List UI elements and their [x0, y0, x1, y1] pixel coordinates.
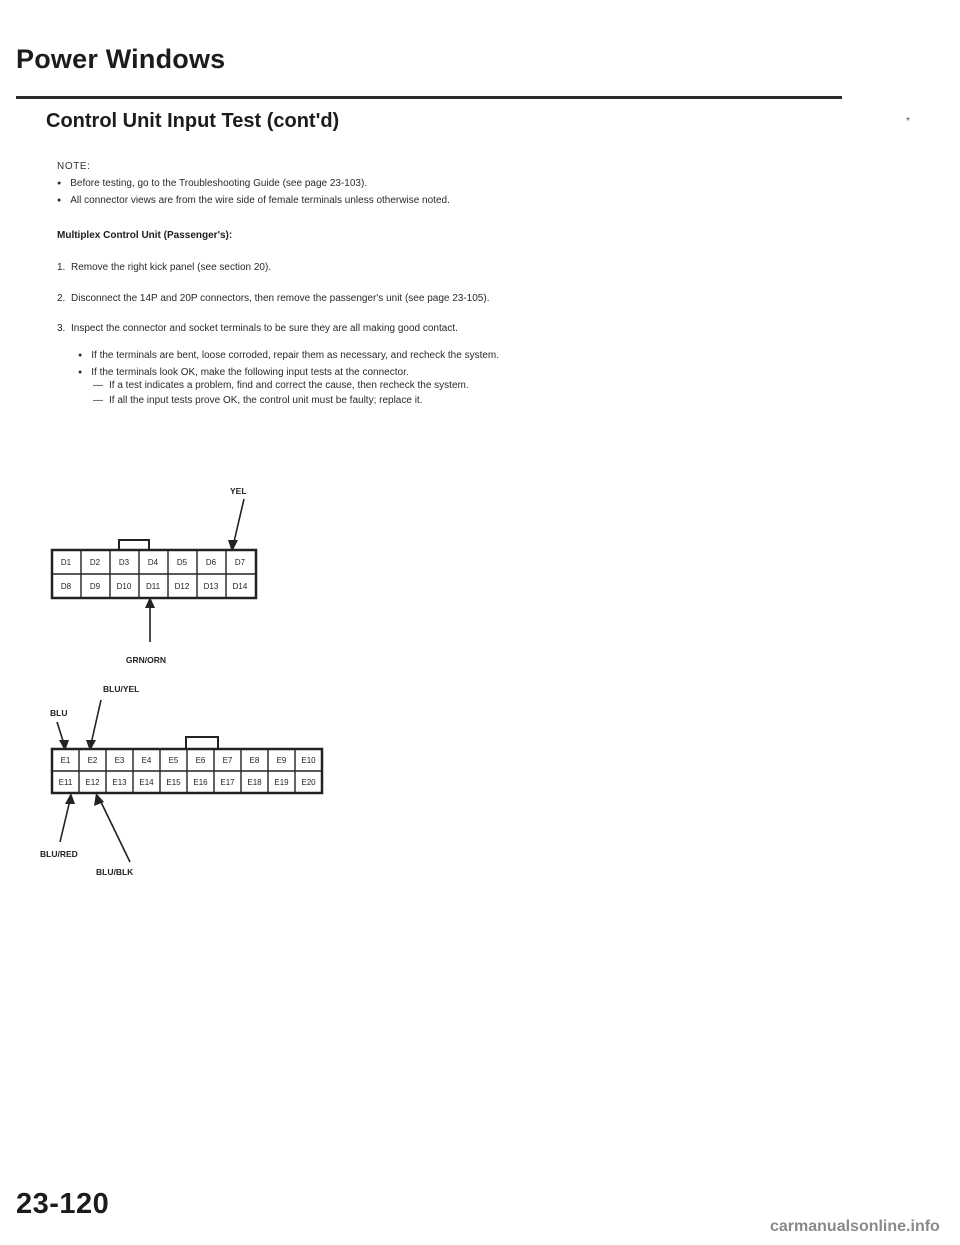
note-item: ● Before testing, go to the Troubleshooting Guide (see page 23-103). — [57, 176, 450, 193]
subheading: Multiplex Control Unit (Passenger's): — [57, 230, 233, 241]
watermark: carmanualsonline.info — [770, 1218, 940, 1235]
inspection-list — [78, 348, 499, 382]
wire-leader — [91, 700, 101, 744]
wire-leader — [100, 800, 130, 862]
section-title: Control Unit Input Test (cont'd) — [46, 110, 340, 132]
pin-d1: D1 — [60, 558, 72, 567]
pin-e20: E20 — [301, 778, 316, 787]
pin-d10: D10 — [116, 582, 132, 591]
page-number: 23-120 — [16, 1188, 110, 1220]
wire-label-yel: YEL — [230, 486, 247, 496]
step-2 — [57, 293, 489, 304]
pin-e18: E18 — [247, 778, 262, 787]
pin-e7: E7 — [222, 756, 233, 765]
pin-e13: E13 — [112, 778, 127, 787]
note-item: ● All connector views are from the wire side of female terminals unless otherwise noted. — [57, 193, 450, 210]
pin-e10: E10 — [301, 756, 316, 765]
page-title: Power Windows — [16, 44, 226, 74]
pin-d14: D14 — [232, 582, 248, 591]
pin-d9: D9 — [89, 582, 101, 591]
result-list — [93, 378, 469, 408]
pin-d5: D5 — [176, 558, 188, 567]
step-text: Remove the right kick panel (see section 20). — [71, 262, 272, 273]
step-number: 2. — [57, 293, 66, 304]
pin-d2: D2 — [89, 558, 101, 567]
pin-e15: E15 — [166, 778, 181, 787]
pin-e17: E17 — [220, 778, 235, 787]
pin-d7: D7 — [234, 558, 246, 567]
step-number: 1. — [57, 262, 66, 273]
result-item: — If a test indicates a problem, find and correct the cause, then recheck the system. — [93, 378, 469, 393]
pin-d3: D3 — [118, 558, 130, 567]
connector-d — [52, 486, 256, 665]
pin-d6: D6 — [205, 558, 217, 567]
pin-e4: E4 — [141, 756, 152, 765]
pin-e12: E12 — [85, 778, 100, 787]
step-3 — [57, 323, 458, 334]
pin-d8: D8 — [60, 582, 72, 591]
step-text: Inspect the connector and socket terminals to be sure they are all making good contact. — [71, 323, 458, 334]
pin-e6: E6 — [195, 756, 206, 765]
pin-d11: D11 — [145, 582, 161, 591]
pin-e5: E5 — [168, 756, 179, 765]
pin-d13: D13 — [203, 582, 219, 591]
connector-diagram — [0, 470, 960, 890]
note-list — [57, 176, 450, 210]
wire-label-grn-orn: GRN/ORN — [125, 655, 167, 665]
inspection-item: ● If the terminals look OK, make the following input tests at the connector. — [78, 365, 499, 382]
pin-e19: E19 — [274, 778, 289, 787]
pin-e1: E1 — [60, 756, 71, 765]
connector-e — [40, 684, 322, 877]
pin-e9: E9 — [276, 756, 287, 765]
note-label: NOTE: — [57, 161, 91, 172]
pin-d12: D12 — [174, 582, 190, 591]
inspection-item: ● If the terminals are bent, loose corroded, repair them as necessary, and recheck the system. — [78, 348, 499, 365]
wire-label-blu-red: BLU/RED — [40, 849, 78, 859]
connector-lock-tab — [119, 540, 149, 550]
pin-e8: E8 — [249, 756, 260, 765]
arrow-head — [65, 793, 75, 804]
wire-label-blu: BLU — [50, 708, 68, 718]
pin-d4: D4 — [147, 558, 159, 567]
step-number: 3. — [57, 323, 66, 334]
connector-lock-tab — [186, 737, 218, 749]
wire-leader — [233, 499, 244, 546]
wire-label-blu-blk: BLU/BLK — [96, 867, 134, 877]
pin-e3: E3 — [114, 756, 125, 765]
result-item: — If all the input tests prove OK, the control unit must be faulty; replace it. — [93, 393, 469, 408]
pin-e16: E16 — [193, 778, 208, 787]
wire-label-blu-yel: BLU/YEL — [103, 684, 140, 694]
pin-e2: E2 — [87, 756, 98, 765]
step-text: Disconnect the 14P and 20P connectors, then remove the passenger's unit (see page 23-105). — [71, 293, 490, 304]
step-1 — [57, 262, 271, 273]
pin-e11: E11 — [58, 778, 73, 787]
title-rule — [16, 96, 842, 99]
margin-marker: * — [906, 116, 910, 127]
pin-e14: E14 — [139, 778, 154, 787]
wire-leader — [60, 800, 70, 842]
